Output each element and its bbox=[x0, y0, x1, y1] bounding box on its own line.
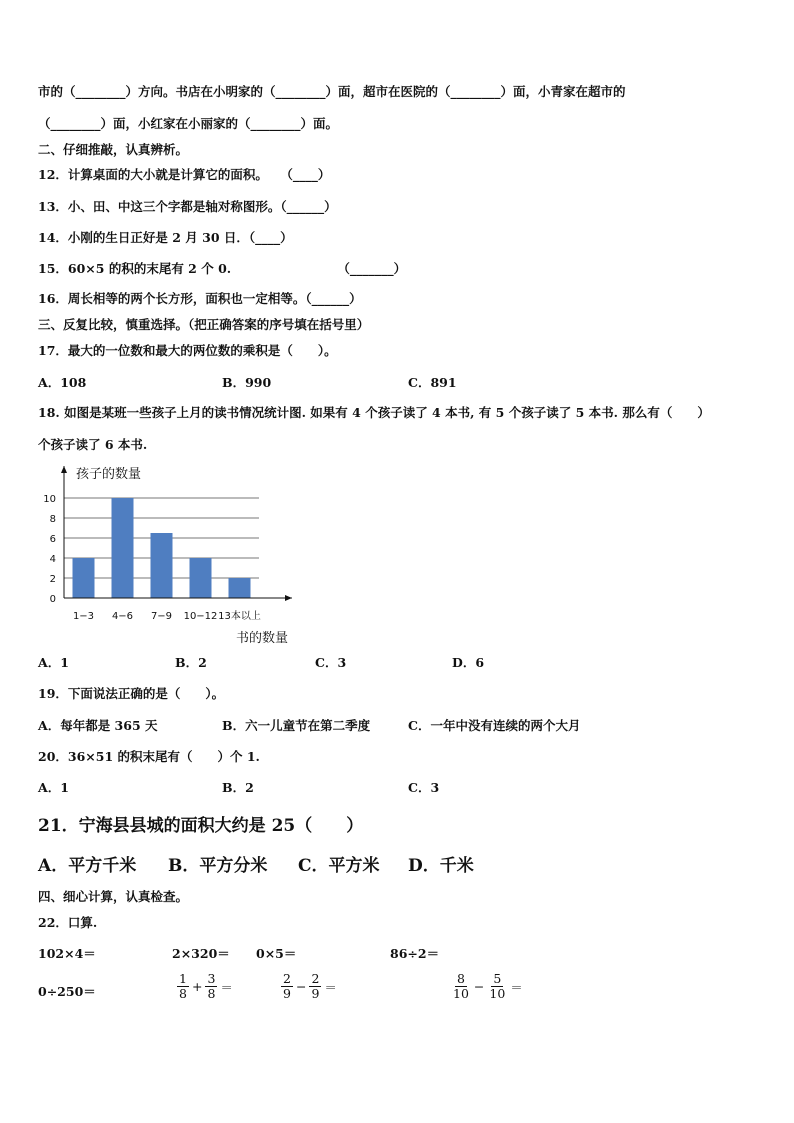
text-line-l16: 22．口算. bbox=[38, 915, 98, 930]
denominator: 8 bbox=[207, 986, 216, 1001]
calc-item-c1: 102×4＝ bbox=[38, 946, 96, 961]
y-tick-label: 6 bbox=[49, 534, 56, 545]
fraction bbox=[309, 972, 321, 1001]
equals-sign: ＝ bbox=[324, 979, 337, 995]
x-tick-label: 10−12 bbox=[183, 611, 218, 622]
x-tick-label: 4−6 bbox=[111, 611, 134, 622]
option-q21a: A．平方千米 bbox=[38, 856, 137, 876]
operator: − bbox=[295, 979, 307, 994]
fraction bbox=[451, 972, 471, 1001]
fraction-expression-1 bbox=[176, 972, 235, 1001]
x-axis-label: 书的数量 bbox=[236, 631, 289, 646]
fraction bbox=[177, 972, 189, 1001]
bar-1 bbox=[73, 558, 95, 598]
operator: − bbox=[473, 979, 485, 994]
y-tick-label: 4 bbox=[49, 554, 56, 565]
numerator: 3 bbox=[207, 971, 216, 986]
text-line-l13: 19．下面说法正确的是（ ）。 bbox=[38, 686, 225, 701]
option-q20b: B．2 bbox=[222, 780, 254, 795]
text-line-l8: 16．周长相等的两个长方形，面积也一定相等。（______） bbox=[38, 291, 362, 306]
fraction bbox=[487, 972, 507, 1001]
option-q17b: B．990 bbox=[222, 375, 272, 390]
bar-5 bbox=[229, 578, 251, 598]
calc-item-c2: 2×320＝ bbox=[172, 946, 230, 961]
denominator: 10 bbox=[453, 986, 469, 1001]
y-tick-label: 10 bbox=[43, 494, 56, 505]
text-line-l1: 市的（________）方向。书店在小明家的（________）面，超市在医院的（________）面，小青家在超市的 bbox=[38, 84, 626, 99]
calc-item-c4: 86÷2＝ bbox=[390, 946, 440, 961]
option-q21d: D．千米 bbox=[408, 856, 474, 876]
fraction bbox=[205, 972, 217, 1001]
option-q18b: B．2 bbox=[175, 655, 207, 670]
x-tick-label: 13本以上 bbox=[218, 611, 261, 622]
text-line-l7: 15．60×5 的积的末尾有 2 个 0. （_______） bbox=[38, 261, 407, 276]
option-q18d: D．6 bbox=[452, 655, 485, 670]
option-q20c: C．3 bbox=[408, 780, 440, 795]
y-axis-label: 孩子的数量 bbox=[76, 467, 142, 482]
fraction-expression-2 bbox=[280, 972, 339, 1001]
text-line-l3: 二、仔细推敲，认真辨析。 bbox=[38, 142, 189, 157]
text-line-l14: 20．36×51 的积末尾有（ ）个 1. bbox=[38, 749, 260, 764]
bar-3 bbox=[151, 533, 173, 598]
numerator: 2 bbox=[283, 971, 291, 986]
text-line-l9: 三、反复比较，慎重选择。（把正确答案的序号填在括号里） bbox=[38, 317, 370, 332]
option-q19a: A．每年都是 365 天 bbox=[38, 718, 158, 733]
numerator: 1 bbox=[179, 971, 187, 986]
bar-4 bbox=[190, 558, 212, 598]
option-q21c: C．平方米 bbox=[298, 856, 380, 876]
bar-chart bbox=[34, 458, 324, 650]
text-line-l6: 14．小刚的生日正好是 2 月 30 日．（____） bbox=[38, 230, 293, 245]
text-line-l10: 17．最大的一位数和最大的两位数的乘积是（ ）。 bbox=[38, 343, 337, 358]
option-q19b: B．六一儿童节在第二季度 bbox=[222, 718, 371, 733]
option-q17a: A．108 bbox=[38, 375, 87, 390]
equals-sign: ＝ bbox=[510, 979, 523, 995]
text-line-l4: 12．计算桌面的大小就是计算它的面积。 （____） bbox=[38, 167, 331, 182]
option-q19c: C．一年中没有连续的两个大月 bbox=[408, 718, 581, 733]
text-line-l11: 18. 如图是某班一些孩子上月的读书情况统计图. 如果有 4 个孩子读了 4 本书, 有 5 个孩子读了 5 本书. 那么有（ ） bbox=[38, 405, 710, 420]
text-line-l12: 个孩子读了 6 本书. bbox=[38, 437, 148, 452]
numerator: 2 bbox=[311, 971, 320, 986]
text-line-l2: （________）面，小红家在小丽家的（________）面。 bbox=[38, 116, 339, 131]
y-tick-label: 0 bbox=[49, 594, 56, 605]
denominator: 9 bbox=[283, 986, 291, 1001]
chart-bars bbox=[73, 498, 251, 598]
calc-item-c3: 0×5＝ bbox=[256, 946, 297, 961]
equals-sign: ＝ bbox=[220, 979, 233, 995]
question-21: 21．宁海县县城的面积大约是 25（ ） bbox=[38, 816, 364, 836]
x-axis-arrow bbox=[285, 595, 292, 601]
operator: + bbox=[191, 979, 203, 994]
option-q18c: C．3 bbox=[315, 655, 347, 670]
numerator: 8 bbox=[456, 971, 465, 986]
numerator: 5 bbox=[493, 971, 502, 986]
option-q18a: A．1 bbox=[38, 655, 69, 670]
text-line-l5: 13．小、田、中这三个字都是轴对称图形。（______） bbox=[38, 199, 337, 214]
option-q21b: B．平方分米 bbox=[168, 856, 268, 876]
y-tick-label: 2 bbox=[49, 574, 56, 585]
y-tick-label: 8 bbox=[49, 514, 56, 525]
y-axis-arrow bbox=[61, 466, 67, 473]
denominator: 10 bbox=[489, 986, 506, 1001]
text-line-l15: 四、细心计算，认真检查。 bbox=[38, 889, 189, 904]
denominator: 8 bbox=[179, 986, 187, 1001]
denominator: 9 bbox=[311, 986, 320, 1001]
chart-axes bbox=[61, 466, 292, 601]
x-tick-label: 7−9 bbox=[150, 611, 173, 622]
fraction bbox=[281, 972, 293, 1001]
fraction-expression-3 bbox=[450, 972, 525, 1001]
x-tick-label: 1−3 bbox=[72, 611, 95, 622]
option-q20a: A．1 bbox=[38, 780, 69, 795]
calc-item-c5: 0÷250＝ bbox=[38, 984, 96, 999]
option-q17c: C．891 bbox=[408, 375, 457, 390]
bar-2 bbox=[112, 498, 134, 598]
